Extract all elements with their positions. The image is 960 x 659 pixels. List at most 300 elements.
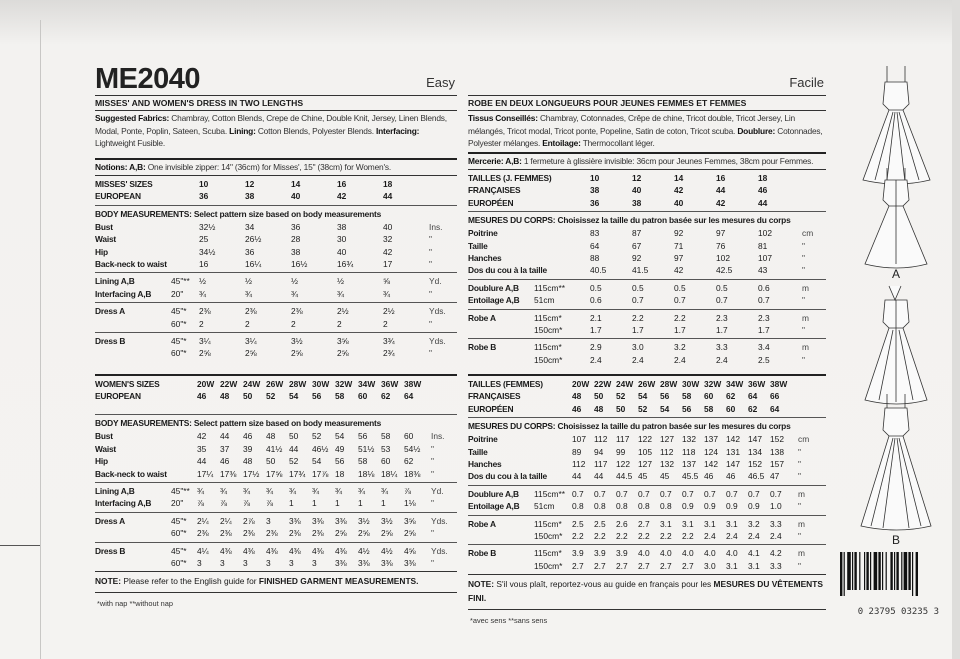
cell-value: 2¾: [383, 348, 395, 359]
fabric-width: 60"*: [171, 318, 187, 329]
divider: [95, 158, 457, 160]
cell-value: 2.4: [704, 530, 716, 541]
cell-value: 16: [337, 179, 347, 189]
barcode-bar: [840, 552, 842, 596]
women-size-chart-fr: [468, 376, 826, 574]
cell-value: 3.1: [682, 518, 694, 529]
cell-value: 112: [594, 434, 608, 445]
cell-value: 89: [572, 446, 582, 457]
cell-value: 0.7: [660, 488, 672, 499]
cell-value: 4½: [358, 545, 370, 556]
cell-value: 3: [289, 557, 294, 568]
unit-label: ": [798, 471, 801, 482]
cell-value: 3⅝: [337, 335, 349, 346]
unit-label: ": [429, 288, 432, 299]
cell-value: 2⅜: [291, 306, 303, 317]
cell-value: 3⅜: [404, 557, 416, 568]
cell-value: 102: [758, 228, 772, 239]
cell-value: 2.3: [716, 312, 728, 323]
cell-value: ½: [337, 276, 344, 287]
cell-value: 51½: [358, 443, 375, 454]
cell-value: 2.4: [632, 354, 644, 365]
view-a-label: A: [892, 267, 901, 281]
cell-value: 94: [594, 446, 604, 457]
cell-value: 2.7: [638, 560, 650, 571]
cell-value: 2.9: [590, 342, 602, 353]
cell-value: 12: [245, 179, 255, 189]
cell-value: 2.4: [590, 354, 602, 365]
cell-value: 2½: [383, 306, 395, 317]
cell-value: 105: [638, 446, 652, 457]
cell-value: 3: [243, 557, 248, 568]
cell-value: 56: [358, 431, 368, 442]
footnote-fr: *avec sens **sans sens: [470, 616, 548, 626]
cell-value: 112: [572, 459, 586, 470]
cell-value: 3: [266, 557, 271, 568]
measurements-heading: BODY MEASUREMENTS: Select pattern size based on body measurements: [95, 208, 382, 219]
cell-value: 40: [337, 246, 347, 257]
note-fr: S'il vous plaît, reportez-vous au guide en français pour les: [496, 579, 712, 590]
cell-value: ⅞: [197, 498, 204, 509]
chart-row: [468, 530, 826, 542]
cell-value: 36: [245, 246, 255, 257]
unit-label: m: [798, 548, 805, 559]
cell-value: 4.0: [726, 548, 738, 559]
unit-label: ": [798, 501, 801, 512]
cell-value: 56: [682, 403, 692, 414]
cell-value: 2⅝: [291, 348, 303, 359]
cell-value: 3.0: [632, 342, 644, 353]
cell-value: 60: [704, 391, 714, 402]
cell-value: 17⅝: [266, 468, 283, 479]
unit-label: ": [431, 443, 434, 454]
chart-group: [468, 376, 826, 417]
divider: [468, 110, 826, 111]
fabrics-label: Suggested Fabrics:: [95, 113, 170, 123]
cell-value: 3.3: [770, 560, 782, 571]
cell-value: 52: [266, 391, 276, 402]
cell-value: 3: [220, 557, 225, 568]
cell-value: 0.7: [704, 488, 716, 499]
french-column: [468, 64, 826, 625]
cell-value: 18⅜: [404, 468, 421, 479]
cell-value: 2.2: [616, 530, 628, 541]
cell-value: 147: [726, 459, 740, 470]
cell-value: 152: [748, 459, 762, 470]
cell-value: 102: [716, 252, 730, 263]
cell-value: 142: [726, 434, 740, 445]
cell-value: ⅞: [404, 486, 411, 497]
cell-value: 45: [660, 471, 670, 482]
unit-label: Ins.: [431, 431, 445, 442]
lining: Cotton Blends, Polyester Blends.: [257, 125, 374, 136]
cell-value: 3⅜: [289, 515, 301, 526]
chart-group: [95, 272, 457, 302]
cell-value: 4⅜: [266, 545, 278, 556]
barcode-prefix: 0: [857, 607, 864, 617]
cell-value: 0.8: [616, 501, 628, 512]
dress-b-front-drawing: [861, 394, 931, 530]
unit-label: ": [431, 456, 434, 467]
cell-value: 17¼: [197, 468, 214, 479]
cell-value: 3.2: [748, 518, 760, 529]
cell-value: 87: [632, 228, 642, 239]
fabric-width: 115cm*: [534, 342, 562, 353]
pattern-subtitle-fr: ROBE EN DEUX LONGUEURS POUR JEUNES FEMMES ET FEMMES: [468, 98, 747, 108]
cell-value: 60: [358, 391, 368, 402]
cell-value: 54: [335, 431, 345, 442]
cell-value: 157: [770, 459, 784, 470]
cell-value: 3: [266, 515, 271, 526]
cell-value: 4¼: [197, 545, 209, 556]
cell-value: 42: [197, 431, 207, 442]
dress-a-back-drawing: [865, 168, 927, 268]
chart-row: [468, 282, 826, 294]
barcode-bar: [854, 552, 856, 590]
chart-group: [468, 309, 826, 339]
chart-row: [95, 468, 457, 480]
cell-value: 14: [291, 179, 301, 189]
fabric-width: 115cm*: [534, 548, 562, 559]
row-label: Bust: [95, 431, 113, 442]
cell-value: 32W: [335, 378, 353, 389]
cell-value: ¾: [266, 486, 273, 497]
chart-row: [468, 197, 826, 209]
cell-value: ⅞: [220, 498, 227, 509]
cell-value: 3⅜: [381, 557, 393, 568]
unit-label: ": [429, 348, 432, 359]
cell-value: 0.8: [638, 501, 650, 512]
chart-row: [468, 560, 826, 572]
barcode-bars: [836, 552, 948, 596]
cell-value: 3.3: [716, 342, 728, 353]
cell-value: 54½: [404, 443, 421, 454]
row-label: Taille: [468, 240, 488, 251]
cell-value: 0.5: [632, 282, 644, 293]
cell-value: 2.6: [616, 518, 628, 529]
cell-value: 0.9: [682, 501, 694, 512]
cell-value: 2.4: [674, 354, 686, 365]
unit-label: m: [802, 312, 809, 323]
cell-value: 18: [758, 173, 768, 183]
lining-label: Lining:: [229, 125, 256, 136]
chart-row: [95, 430, 457, 442]
cell-value: 17¾: [289, 468, 306, 479]
cell-value: 16: [716, 173, 726, 183]
notions-fr: 1 fermeture à glissière invisible: 36cm pour Jeunes Femmes, 38cm pour Femmes.: [523, 155, 814, 166]
fabric-width: 115cm*: [534, 312, 562, 323]
difficulty-level: Easy: [426, 75, 455, 90]
unit-label: Yd.: [431, 486, 444, 497]
cell-value: 3¼: [245, 335, 257, 346]
unit-label: ": [802, 240, 805, 251]
cell-value: 3¾: [383, 335, 395, 346]
unit-label: ": [429, 258, 432, 269]
fabric-width: 45"*: [171, 335, 187, 346]
cell-value: 38: [337, 221, 347, 232]
cell-value: 40: [291, 191, 301, 202]
cell-value: 62: [404, 456, 414, 467]
cell-value: 2⅝: [245, 348, 257, 359]
chart-row: [95, 485, 457, 497]
row-label: EUROPEAN: [95, 391, 141, 402]
barcode-bar: [901, 552, 902, 590]
cell-value: 40.5: [590, 265, 607, 276]
cell-value: 16¼: [245, 258, 262, 269]
chart-row: [468, 458, 826, 470]
cell-value: 0.7: [748, 488, 760, 499]
cell-value: 2.7: [638, 518, 650, 529]
cell-value: 83: [590, 228, 600, 239]
cell-value: 92: [632, 252, 642, 263]
cell-value: 46: [197, 391, 207, 402]
lining-fr: Cotonnades, Polyester mélanges.: [468, 125, 823, 148]
fabric-width: 20": [171, 498, 184, 509]
cell-value: ¾: [243, 486, 250, 497]
cell-value: 3⅝: [404, 515, 416, 526]
cell-value: 40: [674, 197, 684, 208]
cell-value: 118: [682, 446, 696, 457]
fabric-width: 60"*: [171, 557, 187, 568]
cell-value: 46: [758, 185, 768, 196]
cell-value: 4⅜: [335, 545, 347, 556]
cell-value: 44: [197, 456, 207, 467]
cell-value: 3¼: [199, 335, 211, 346]
cell-value: 2⅝: [358, 528, 370, 539]
cell-value: 1.7: [716, 324, 728, 335]
unit-label: m: [798, 488, 805, 499]
cell-value: 54: [289, 391, 299, 402]
misses-size-chart-fr: [468, 170, 826, 368]
measurements-heading: BODY MEASUREMENTS: Select pattern size based on body measurements: [95, 418, 382, 429]
cell-value: 97: [716, 228, 726, 239]
barcode: [836, 552, 954, 617]
row-label: Entoilage A,B: [468, 295, 520, 306]
cell-value: 35: [197, 443, 207, 454]
fabrics: Chambray, Cotton Blends, Crepe de Chine, Double Knit, Jersey, Linen Blends, Modal, Ponte, Poplin, Sateen, Scuba.: [95, 113, 447, 136]
cell-value: 60: [726, 403, 736, 414]
unit-label: ": [429, 246, 432, 257]
cell-value: 131: [726, 446, 740, 457]
cell-value: 2⅜: [289, 528, 301, 539]
barcode-bar: [878, 552, 880, 590]
cell-value: 56: [335, 456, 345, 467]
cell-value: 3: [197, 557, 202, 568]
cell-value: ¾: [199, 288, 206, 299]
cell-value: 25: [199, 234, 209, 245]
cell-value: 64: [404, 391, 414, 402]
cell-value: 14: [674, 173, 684, 183]
cell-value: 1.7: [674, 324, 686, 335]
cell-value: 3.1: [748, 560, 760, 571]
chart-row: [468, 378, 826, 390]
cell-value: 2⅜: [243, 528, 255, 539]
unit-label: m: [802, 342, 809, 353]
cell-value: 46: [726, 471, 736, 482]
cell-value: 54: [660, 403, 670, 414]
fabric-width: 115cm*: [534, 518, 562, 529]
measurements-heading: MESURES DU CORPS: Choisissez la taille du patron basée sur les mesures du corps: [468, 421, 791, 432]
cell-value: ¾: [291, 288, 298, 299]
fabrics-text-fr: [468, 112, 826, 150]
chart-group: [468, 544, 826, 574]
unit-label: ": [798, 560, 801, 571]
cell-value: 62: [726, 391, 736, 402]
unit-label: cm: [798, 434, 810, 445]
cell-value: 46: [704, 471, 714, 482]
chart-row: [95, 443, 457, 455]
cell-value: 42: [716, 197, 726, 208]
cell-value: 138: [770, 446, 784, 457]
cell-value: ¾: [383, 288, 390, 299]
cell-value: 2.7: [616, 560, 628, 571]
cell-value: 46: [572, 403, 582, 414]
chart-row: [95, 378, 457, 390]
fabric-width: 45"*: [171, 545, 187, 556]
cell-value: 16¾: [337, 258, 354, 269]
cell-value: 0.5: [716, 282, 728, 293]
cell-value: 58: [682, 391, 692, 402]
cell-value: ¾: [197, 486, 204, 497]
cell-value: 4.0: [682, 548, 694, 559]
fabric-width: 45"*: [171, 515, 187, 526]
cell-value: 3⅜: [335, 557, 347, 568]
cell-value: 3⅜: [312, 515, 324, 526]
barcode-bar: [864, 552, 865, 590]
cell-value: 2.4: [770, 530, 782, 541]
cell-value: 42.5: [716, 265, 733, 276]
barcode-bar: [874, 552, 878, 590]
english-column: [95, 64, 457, 608]
chart-group: [95, 376, 457, 405]
cell-value: 0.7: [632, 295, 644, 306]
cell-value: 46: [243, 431, 253, 442]
cell-value: 36: [590, 197, 600, 208]
unit-label: ": [431, 528, 434, 539]
unit-label: Yd.: [429, 276, 442, 287]
cell-value: 1.7: [758, 324, 770, 335]
fabric-width: 115cm**: [534, 282, 566, 293]
cell-value: 44: [289, 443, 299, 454]
row-label: Robe B: [468, 342, 497, 353]
cell-value: 46: [220, 456, 230, 467]
chart-row: [468, 500, 826, 512]
cell-value: 34W: [358, 378, 376, 389]
cell-value: 52: [312, 431, 322, 442]
cell-value: 24W: [616, 379, 634, 390]
barcode-bar: [916, 552, 918, 596]
cell-value: 16½: [291, 258, 308, 269]
cell-value: 71: [674, 240, 684, 251]
cell-value: 3.0: [704, 560, 716, 571]
chart-group: [95, 205, 457, 273]
row-label: EUROPEAN: [95, 191, 141, 202]
interfacing: Lightweight Fusible.: [95, 138, 166, 148]
cell-value: 0.5: [590, 282, 602, 293]
cell-value: 62: [381, 391, 391, 402]
row-label: Dress B: [95, 545, 126, 556]
barcode-bar: [912, 552, 913, 596]
chart-row: [468, 518, 826, 530]
cell-value: 41.5: [632, 265, 649, 276]
fabric-width: 150cm*: [534, 324, 563, 335]
fabric-width: 60"*: [171, 348, 187, 359]
note-text-fr: [468, 577, 826, 605]
pattern-number: ME2040: [95, 63, 201, 95]
unit-label: Ins.: [429, 221, 443, 232]
notions-label-fr: Mercerie: A,B:: [468, 155, 522, 166]
cell-value: 48: [572, 391, 582, 402]
cell-value: 2: [291, 318, 296, 329]
envelope-fold-line: [40, 20, 41, 659]
cell-value: 53: [381, 443, 391, 454]
barcode-bar: [859, 552, 860, 590]
cell-value: 0.8: [572, 501, 584, 512]
cell-value: 44: [383, 191, 393, 202]
fabric-width: 51cm: [534, 501, 555, 512]
cell-value: 2⅝: [335, 528, 347, 539]
cell-value: 36: [199, 191, 209, 202]
dress-b-back-drawing: [865, 286, 927, 404]
chart-group: [468, 279, 826, 309]
cell-value: 2: [383, 318, 388, 329]
cell-value: 4.2: [770, 548, 782, 559]
interfacing-label: Interfacing:: [376, 125, 420, 136]
cell-value: 81: [758, 240, 768, 251]
cell-value: 60: [404, 431, 414, 442]
unit-label: ": [431, 468, 434, 479]
cell-value: 37: [220, 443, 230, 454]
row-label: WOMEN'S SIZES: [95, 378, 160, 389]
cell-value: ¾: [312, 486, 319, 497]
chart-row: [468, 446, 826, 458]
cell-value: 137: [704, 434, 718, 445]
row-label: Dress A: [95, 306, 125, 317]
cell-value: 3.1: [726, 518, 738, 529]
cell-value: 132: [682, 434, 696, 445]
cell-value: 2.5: [758, 354, 770, 365]
chart-row: [95, 305, 457, 317]
cell-value: 2.2: [674, 312, 686, 323]
cell-value: 58: [381, 431, 391, 442]
cell-value: 2.4: [748, 530, 760, 541]
cell-value: 18⅛: [358, 468, 375, 479]
chart-group: [95, 414, 457, 482]
cell-value: 2.2: [638, 530, 650, 541]
fabric-width: 51cm: [534, 295, 555, 306]
cell-value: 2⅝: [337, 348, 349, 359]
row-label: Doublure A,B: [468, 282, 519, 293]
cell-value: 18: [335, 468, 345, 479]
barcode-bar: [908, 552, 910, 590]
row-label: TAILLES (FEMMES): [468, 379, 543, 390]
cell-value: 122: [616, 459, 630, 470]
chart-row: [468, 354, 826, 366]
cell-value: 3½: [291, 335, 303, 346]
unit-label: Yds.: [431, 515, 448, 526]
cell-value: 56: [660, 391, 670, 402]
cell-value: 0.7: [726, 488, 738, 499]
note-bold: FINISHED GARMENT MEASUREMENTS.: [258, 576, 419, 587]
cell-value: 2: [245, 318, 250, 329]
fabrics-fr: Chambray, Cotonnades, Crêpe de chine, Tricot double, Tricot Jersey, Lin mélangés, Tricot modal, Tricot ponte, Popeline, Satin de coton, Tricot scuba.: [468, 113, 795, 136]
chart-row: [468, 433, 826, 445]
cell-value: 1: [358, 498, 363, 509]
fabrics-label-fr: Tissus Conseillés:: [468, 113, 538, 123]
cell-value: 0.7: [638, 488, 650, 499]
cell-value: 38: [245, 191, 255, 202]
cell-value: 2.2: [660, 530, 672, 541]
